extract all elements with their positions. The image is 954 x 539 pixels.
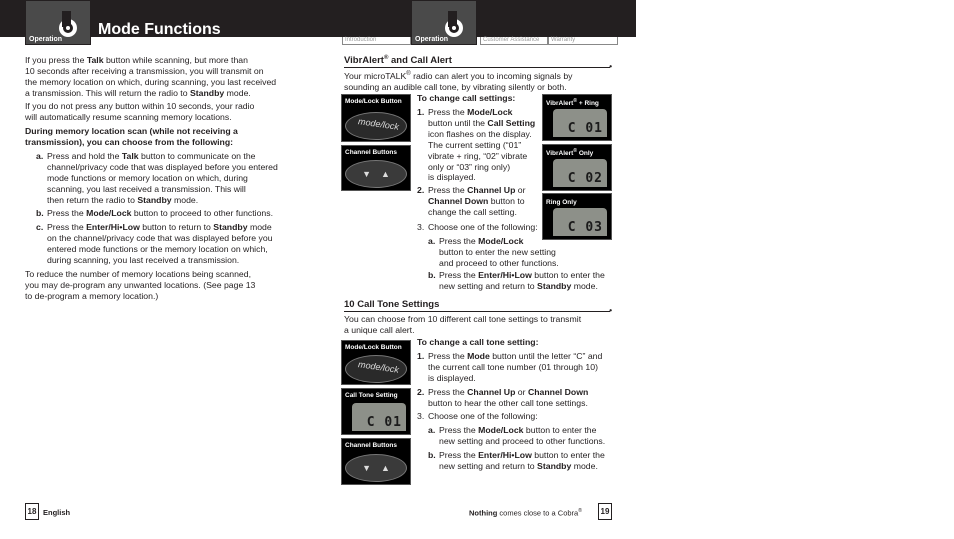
tone-step-3-text: Choose one of the following: (428, 411, 538, 421)
paragraph-resume: If you do not press any button within 10 seconds, your radio will automatically resume scanning memory locations. (25, 101, 255, 122)
page-number-right: 19 (598, 503, 612, 520)
tone-step-1-text: Press the Mode button until the letter “C” and the current call tone number (01 through 10) is displayed. (428, 351, 603, 383)
lcd-vibralert-only: VibrAlert® Only C 02 (542, 144, 612, 191)
tone-sub-a-text: Press the Mode/Lock button to enter the new setting and proceed to other functions. (439, 425, 606, 446)
page-title: Mode Functions (98, 21, 221, 38)
item-a-text: Press and hold the Talk button to communicate on the channel/privacy code that was displayed before you entered mode functions or memory location on which, during scanning, you last received a transmission. This will then return the radio to Standby mode. (47, 151, 278, 205)
mode-lock-key: mode/lock (345, 355, 407, 383)
step-1-text: Press the Mode/Lock button until the Call Setting icon flashes on the display. The current setting (“01” vibrate + ring, “02” vibrate only or “03” ring only) is displayed. (428, 107, 536, 183)
language-label: English (43, 508, 71, 517)
tone-sub-b-marker: b. (428, 450, 436, 460)
mode-lock-key: mode/lock (345, 112, 407, 140)
sub-b-marker: b. (428, 270, 436, 280)
lcd-call-tone-setting: Call Tone Setting C 01 (341, 388, 411, 435)
tone-sub-a-marker: a. (428, 425, 436, 435)
call-tone-subheading: To change a call tone setting: (417, 337, 539, 347)
item-b-marker: b. (36, 208, 44, 218)
channel-down-icon: ▼ (362, 463, 371, 473)
lcd-vibralert-ring: VibrAlert® + Ring C 01 (542, 94, 612, 141)
page-number-left: 18 (25, 503, 39, 520)
channel-down-icon: ▼ (362, 169, 371, 179)
item-c-marker: c. (36, 222, 44, 232)
channel-up-icon: ▲ (381, 169, 390, 179)
tone-step-2-number: 2. (417, 387, 425, 397)
section-logo-left (25, 0, 91, 45)
tone-step-1-number: 1. (417, 351, 425, 361)
channel-keys (345, 160, 407, 188)
item-b-text: Press the Mode/Lock button to proceed to other functions. (47, 208, 274, 218)
call-settings-subheading: To change call settings: (417, 93, 516, 103)
tab-customer-assistance[interactable]: Customer Assistance (480, 37, 548, 45)
paragraph-talk: If you press the Talk button while scanning, but more than 10 seconds after receiving a transmission, you will transmit on the memory location on which, during scanning, you last received a transmission. This will return the radio to Standby mode. (25, 55, 277, 98)
section-logo-right (411, 0, 477, 45)
step-2-text: Press the Channel Up or Channel Down button to change the call setting. (428, 185, 526, 217)
tone-step-3-number: 3. (417, 411, 425, 421)
header-bar (0, 0, 636, 37)
scan-options-heading: During memory location scan (while not receiving a transmission), you can choose from the following: (25, 126, 238, 147)
sub-a-marker: a. (428, 236, 436, 246)
tab-warranty[interactable]: Warranty (548, 37, 618, 45)
section-heading-vibralert: VibrAlert® and Call Alert • (344, 55, 612, 71)
step-2-number: 2. (417, 185, 425, 195)
step-3-number: 3. (417, 222, 425, 232)
item-c-text: Press the Enter/Hi•Low button to return to Standby mode on the channel/privacy code that was displayed before you entered mode functions or the memory location on which, during scanning, you last received a transmission. (47, 222, 273, 265)
step-1-number: 1. (417, 107, 425, 117)
section-label: Operation (29, 36, 63, 43)
channel-keys (345, 454, 407, 482)
call-tone-intro: You can choose from 10 different call tone settings to transmit a unique call alert. (344, 314, 582, 335)
mode-lock-button-photo: Mode/Lock Button mode/lock (341, 94, 411, 142)
tab-introduction[interactable]: Introduction (342, 37, 411, 45)
sub-a-text: Press the Mode/Lock button to enter the new setting and proceed to other functions. (439, 236, 559, 268)
tone-sub-b-text: Press the Enter/Hi•Low button to enter the new setting and return to Standby mode. (439, 450, 605, 471)
sub-b-text: Press the Enter/Hi•Low button to enter the new setting and return to Standby mode. (439, 270, 605, 291)
channel-up-icon: ▲ (381, 463, 390, 473)
section-heading-call-tone: 10 Call Tone Settings • (344, 299, 612, 315)
section-label: Operation (415, 36, 449, 43)
paragraph-deprogram: To reduce the number of memory locations being scanned, you may de-program any unwanted locations. (See page 13 to de-program a memory location.) (25, 269, 256, 301)
mode-lock-button-photo-2: Mode/Lock Button mode/lock (341, 340, 411, 385)
lcd-ring-only: Ring Only C 03 (542, 193, 612, 240)
channel-buttons-photo: Channel Buttons ▼ ▲ (341, 145, 411, 191)
channel-buttons-photo-2: Channel Buttons ▼ ▲ (341, 438, 411, 485)
footer-tagline: Nothing comes close to a Cobra® (469, 508, 582, 518)
item-a-marker: a. (36, 151, 44, 161)
tone-step-2-text: Press the Channel Up or Channel Down button to hear the other call tone settings. (428, 387, 589, 408)
step-3-text: Choose one of the following: (428, 222, 538, 232)
vibralert-intro: Your microTALK® radio can alert you to incoming signals by sounding an audible call tone, by vibrating silently or both. (344, 70, 573, 92)
